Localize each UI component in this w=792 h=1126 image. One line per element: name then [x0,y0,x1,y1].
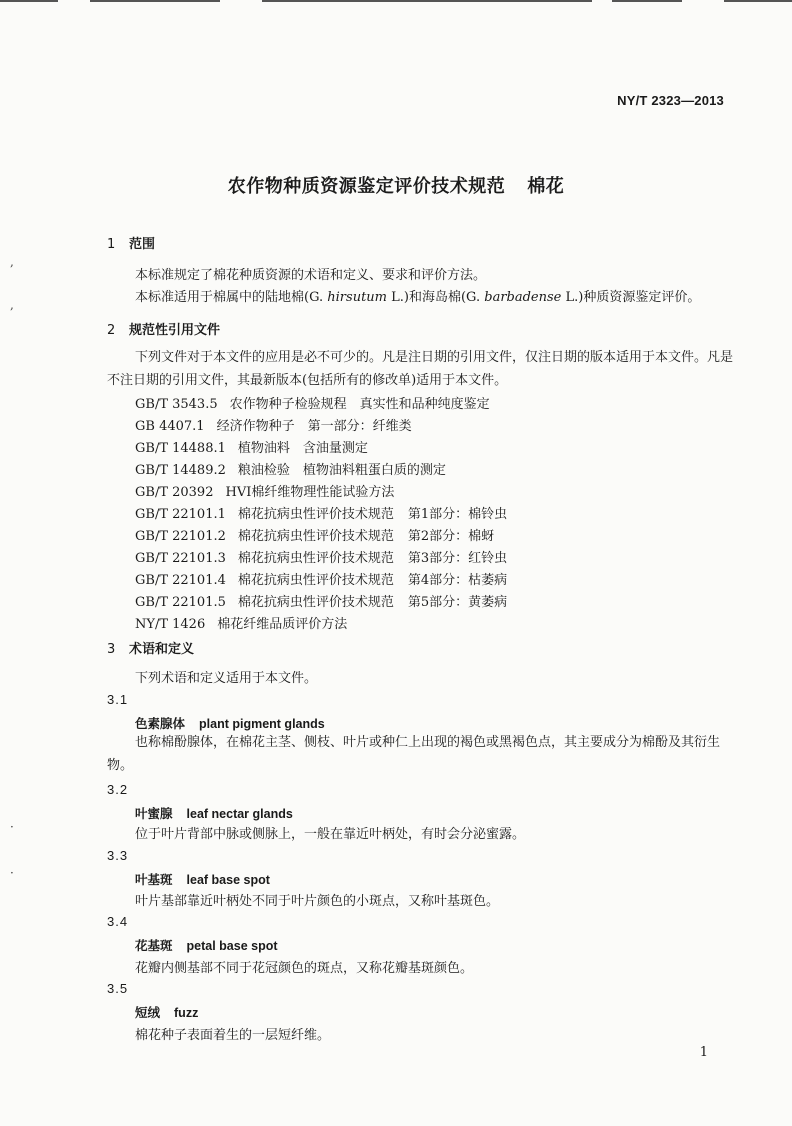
term-chinese: 色素腺体 [135,716,186,731]
term-english: leaf nectar glands [186,807,293,821]
title-main: 农作物种质资源鉴定评价技术规范 [227,176,506,197]
top-rule-right [612,0,682,2]
reference-title: 棉花抗病虫性评价技术规范 [237,595,394,610]
term-number: 3.4 [107,914,129,929]
reference-title: 棉花抗病虫性评价技术规范 [237,507,394,522]
term-definition: 棉花种子表面着生的一层短纤维。 [135,1028,331,1043]
term-title [135,1003,198,1021]
term-title [135,936,278,954]
reference-item [135,547,507,566]
reference-code: NY/T 1426 [135,617,206,632]
title-crop: 棉花 [527,176,565,197]
reference-code: GB/T 22101.3 [135,551,226,566]
term-english: petal base spot [186,939,278,953]
reference-title: 棉花抗病虫性评价技术规范 [237,529,394,544]
page-title [0,172,792,198]
references-intro: 下列文件对于本文件的应用是必不可少的。凡是注日期的引用文件，仅注日期的版本适用于本文件。凡是不注日期的引用文件，其最新版本(包括所有的修改单)适用于本文件。 [107,350,734,388]
reference-part: 第1部分：棉铃虫 [407,507,508,522]
term-definition: 位于叶片背部中脉或侧脉上，一般在靠近叶柄处，有时会分泌蜜露。 [135,827,526,842]
reference-part: 第3部分：红铃虫 [407,551,508,566]
reference-title: 棉花抗病虫性评价技术规范 [237,551,394,566]
reference-item [135,481,394,500]
species-barbadense: barbadense [484,290,562,305]
reference-item [135,613,347,632]
margin-mark: · [10,820,14,834]
term-english: leaf base spot [186,873,270,887]
term-definition: 也称棉酚腺体，在棉花主茎、侧枝、叶片或种仁上出现的褐色或黑褐色点，其主要成分为棉酚及其衍生物。 [107,735,721,773]
reference-item [135,591,507,610]
reference-item [135,415,412,434]
reference-part: 第4部分：枯萎病 [407,573,508,588]
section-number: 1 [107,237,116,252]
term-chinese: 叶基斑 [135,872,173,887]
reference-title: HVI棉纤维物理性能试验方法 [225,485,395,500]
reference-code: GB/T 22101.4 [135,573,226,588]
reference-title: 棉花抗病虫性评价技术规范 [237,573,394,588]
terms-intro: 下列术语和定义适用于本文件。 [135,671,318,686]
term-english: fuzz [174,1006,199,1020]
scope-paragraph-2: 本标准适用于棉属中的陆地棉(G. hirsutum L.)和海岛棉(G. barbadense L.)种质资源鉴定评价。 [135,290,701,305]
term-chinese: 花基斑 [135,938,173,953]
term-number: 3.5 [107,981,129,996]
section-number: 2 [107,323,116,338]
reference-code: GB/T 14489.2 [135,463,226,478]
reference-item [135,437,368,456]
reference-title: 经济作物种子 第一部分：纤维类 [216,419,412,434]
term-definition: 叶片基部靠近叶柄处不同于叶片颜色的小斑点，又称叶基斑色。 [135,894,500,909]
reference-code: GB/T 22101.2 [135,529,226,544]
term-chinese: 短绒 [135,1005,161,1020]
term-definition: 花瓣内侧基部不同于花冠颜色的斑点，又称花瓣基斑颜色。 [135,961,474,976]
top-rule-left [0,0,58,2]
section-title: 术语和定义 [129,642,195,657]
margin-mark: · [10,866,14,880]
scope-paragraph-1: 本标准规定了棉花种质资源的术语和定义、要求和评价方法。 [135,268,487,283]
term-number: 3.2 [107,782,129,797]
reference-part: 第2部分：棉蚜 [407,529,495,544]
top-rule-far-right [724,0,792,2]
margin-mark: , [10,255,14,269]
section-title: 规范性引用文件 [129,323,221,338]
term-number: 3.1 [107,692,129,707]
section-2-heading [107,319,220,338]
reference-title: 农作物种子检验规程 真实性和品种纯度鉴定 [229,397,490,412]
species-hirsutum: hirsutum [327,290,387,305]
margin-mark: , [10,298,14,312]
reference-item [135,569,507,588]
reference-title: 棉花纤维品质评价方法 [217,617,348,632]
page-number: 1 [699,1045,708,1060]
reference-code: GB/T 20392 [135,485,214,500]
section-number: 3 [107,642,116,657]
reference-part: 第5部分：黄萎病 [407,595,508,610]
section-title: 范围 [129,237,156,252]
reference-item [135,459,446,478]
reference-title: 植物油料 含油量测定 [237,441,368,456]
section-1-heading [107,233,155,252]
term-title [135,804,293,822]
term-english: plant pigment glands [199,717,325,731]
section-3-heading [107,638,194,657]
term-number: 3.3 [107,848,129,863]
document-number: NY/T 2323—2013 [617,93,724,108]
top-rule-center [262,0,592,2]
reference-code: GB/T 3543.5 [135,397,218,412]
reference-code: GB/T 14488.1 [135,441,226,456]
reference-code: GB 4407.1 [135,419,205,434]
reference-code: GB/T 22101.1 [135,507,226,522]
reference-code: GB/T 22101.5 [135,595,226,610]
reference-item [135,393,490,412]
top-rule-mid [90,0,220,2]
term-title [135,714,325,732]
term-chinese: 叶蜜腺 [135,806,173,821]
term-title [135,870,270,888]
reference-item [135,503,507,522]
reference-item [135,525,494,544]
reference-title: 粮油检验 植物油料粗蛋白质的测定 [237,463,446,478]
